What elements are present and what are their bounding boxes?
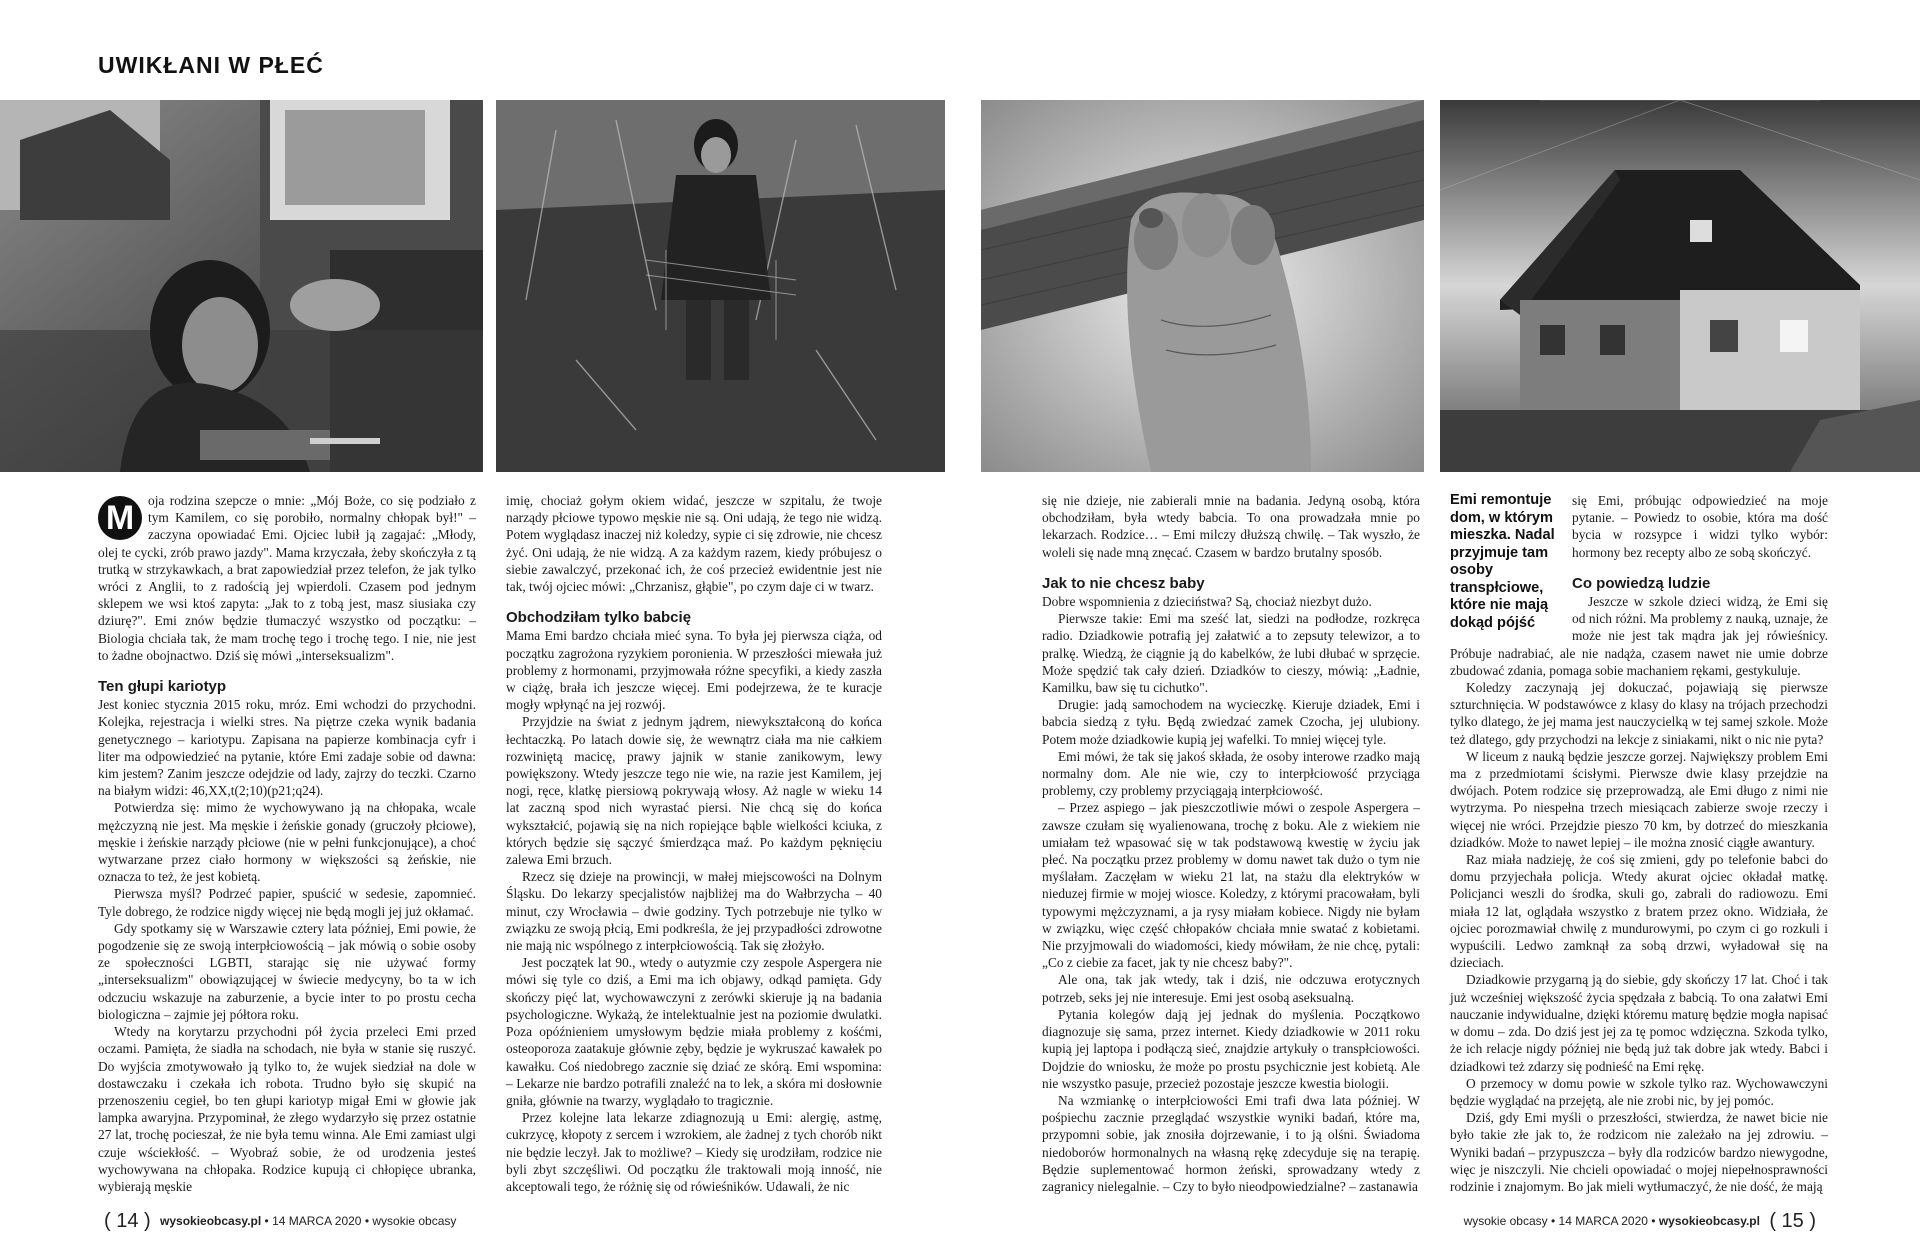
dropcap: M [98,496,142,540]
footer-magazine: wysokie obcasy [1463,1214,1548,1228]
paragraph: Jest początek lat 90., wtedy o autyzmie czy zespole Aspergera nie mówi się tyle co dziś, a Emi ma ich objawy, odkąd pamięta. Gdy skończy pięć lat, wychowawczyni z zerówki skieruje ją na badania psychologiczne. Wykażą, że intelektualnie jest na poziomie dwulatki. Poza opóźnieniem umysłowym będzie miała problemy z kośćmi, osteoporoza zaatakuje głównie zęby, będzie je wykruszać kawałek po kawałku. Coś niedobrego zacznie się dziać ze skórą. Emi wspomina: – Lekarze nie bardzo potrafili znaleźć na to lek, a skóra mi dosłownie gniła, głównie na twarzy, wyglądało to tragicznie. [506,955,882,1108]
page-number-right: ( 15 ) [1769,1210,1816,1232]
paragraph: Wtedy na korytarzu przychodni pół życia przeleci Emi przed oczami. Pamięta, że siadła na schodach, nie była w stanie się ruszyć. Do wyjścia zmotywowało ją tylko to, że wujek siedział na dole w dostawczaku i czekała ich robota. Trudno było się skupić na przenoszeniu cegieł, bo ten głupi kariotyp migał Emi w głowie jak lampka awaryjna. Przypominał, że złego wydarzyło się przez ostatnie 27 lat, trochę pocieszał, że nie była temu winna. Ale Emi zamiast ulgi czuje wściekłość. – Wyobraź sobie, że od urodzenia jesteś wychowywana na chłopaka. Rodzice kupują ci chłopięce ubranka, wybierają męskie [98,1024,476,1194]
column-3 [1042,492,1420,1195]
section-title: UWIKŁANI W PŁEĆ [98,52,324,78]
footer-site: wysokieobcasy.pl [1658,1214,1760,1228]
footer-date: 14 MARCA 2020 [272,1214,362,1228]
footer-sep: • [364,1214,370,1228]
lead-text: oja rodzina szepcze o mnie: „Mój Boże, co się podziało z tym Kamilem, co się porobiło, normalny chłopak był!" – zaczyna opowiadać Emi. Ojciec lubił ją zagajać: „Młody, olej te cycki, zrób prawo jazdy". Mama krzyczała, żeby skończyła z tą trutką w strzykawkach, a brat zapowiedział przez telefon, że jak tylko wróci z Anglii, to z radością jej wpierdoli. Czasem pod jednym sklepem we wsi ktoś zapyta: „Jak to z tobą jest, masz siusiaka czy dziurę?". Emi znów będzie tłumaczyć wszystko od początku: – Biologia chciała tak, że mam trochę tego i trochę tego. I nie, nie jest to żadne obojnactwo. Dziś się mówi „interseksualizm". [98,493,476,663]
paragraph: Pierwsza myśl? Podrzeć papier, spuścić w sedesie, zapomnieć. Tyle dobrego, że rodzice nigdy więcej nie będą mogli jej już okłamać. [98,886,476,919]
footer-sep: • [264,1214,269,1228]
paragraph: Na wzmiankę o interpłciowości Emi trafi dwa lata później. W pośpiechu zacznie przeglądać wszystkie wyniki badań, które ma, przypomni sobie, jak znosiła dojrzewanie, i to ją olśni. Świadoma niedoborów hormonalnych na własną rękę zdecyduje się na terapię. Będzie suplementować hormon żeński, sprowadzany wtedy z zagranicy nielegalnie. – Czy to było nieodpowiedzialne? – zastanawia [1042,1092,1420,1194]
paragraph: Dziadkowie przygarną ją do siebie, gdy skończy 17 lat. Choć i tak już wcześniej większość życia spędzała z babcią. To ona załatwi Emi nauczanie indywidualne, dzięki któremu maturę będzie mogła napisać w domu – zda. Do dziś jest jej za tę pomoc wdzięczna. Szkoda tylko, że ich relacje nigdy później nie będą już tak dobre jak wtedy. Babci i dziadkowi też zdarzy się podnieść na Emi rękę. [1450,972,1828,1074]
paragraph: W liceum z nauką będzie jeszcze gorzej. Największy problem Emi ma z przedmiotami ścisłymi. Pierwsze dwie klasy przejdzie na dwójach. Potem rodzice się przeprowadzą, ale Emi długo z nimi nie wytrzyma. Po niespełna trzech miesiącach zabierze swoje rzeczy i więcej nie wróci. Przejdzie pieszo 70 km, by dotrzeć do mieszkania dziadków. Może to nawet lepiej – ile można znosić ciągłe awantury. [1450,748,1828,850]
lead-paragraph [98,492,476,664]
photo-house-renovation [1440,100,1920,472]
footer-left [98,1210,456,1233]
subheading: Obchodziłam tylko babcię [506,609,692,627]
page-number-left: ( 14 ) [104,1210,151,1232]
footer-site: wysokieobcasy.pl [160,1214,262,1228]
column-1 [98,492,476,1195]
paragraph: Mama Emi bardzo chciała mieć syna. To była jej pierwsza ciąża, od początku zagrożona ryzykiem poronienia. W przeszłości miewała już problemy z hormonami, przyjmowała różne specyfiki, a kiedy zaszła w ciążę, brała ich jeszcze więcej. Emi podejrzewa, że te kuracje mogły wpłynąć na jej rozwój. [506,628,882,713]
page-number-left-value: 14 [116,1210,139,1232]
column-4 [1450,492,1828,1195]
photo-woman-garden [496,100,945,472]
paragraph: Drugie: jadą samochodem na wycieczkę. Kieruje dziadek, Emi i babcia siedzą z tyłu. Będą zwiedzać zamek Czocha, jej ulubiony. Potem może dziadkowie kupią jej wafelki. To mniej więcej tyle. [1042,697,1420,747]
footer-date: 14 MARCA 2020 [1558,1214,1648,1228]
column-2 [506,492,882,1195]
paragraph: się Emi, próbując odpowiedzieć na moje pytanie. – Powiedz to osobie, która ma dość bycia w rozsypce i widzi tylko wybór: hormony bez recepty albo ze sobą skończyć. [1572,493,1828,560]
paragraph: Dziś, gdy Emi myśli o przeszłości, stwierdza, że nawet bicie nie było takie złe jak to, że rodzicom nie zależało na jej zdrowiu. – Wyniki badań – przypuszcza – były dla rodziców bardzo niewygodne, więc je niszczyli. Nie chcieli opowiadać o mojej niepełnosprawności rodzinie i znajomym. Bo jak mieli wytłumaczyć, że nie dość, że mają [1450,1110,1828,1194]
paragraph: Raz miała nadzieję, że coś się zmieni, gdy po telefonie babci do domu przyjechała policja. Wtedy akurat ojciec okładał matkę. Policjanci weszli do środka, skuli go, zabrali do radiowozu. Emi miała 12 lat, oglądała wszystko z bratem przez okno. Widziała, że ojciec porozmawiał chwilę z mundurowymi, po czym ci go rozkuli i wypuścili. Ledwo zamknął za sobą drzwi, wyładował się na dzieciach. [1450,852,1828,971]
paragraph: O przemocy w domu powie w szkole tylko raz. Wychowawczyni będzie wyglądać na przejętą, ale nie zrobi nic, by jej pomóc. [1450,1075,1828,1108]
paragraph: Koledzy zaczynają jej dokuczać, pojawiają się pierwsze szturchnięcia. W podstawówce z klasy do klasy na trójach przechodzi tylko dlatego, że jej mama jest nauczycielką w tej samej szkole. Może też dlatego, gdy przychodzi na lekcje z siniakami, nikt o nic nie pyta? [1450,680,1828,747]
paragraph: się nie dzieje, nie zabierali mnie na badania. Jedyną osobą, która obchodziłam, była wtedy babcia. To ona prowadzała mnie po lekarzach. Rodzice… – Emi milczy dłuższą chwilę. – Tak wyszło, że woleli się nade mną znęcać. Czasem w bardzo brutalny sposób. [1042,493,1420,560]
paragraph: Emi mówi, że tak się jakoś składa, że osoby interowe rzadko mają normalny dom. Ale nie wie, czy to interpłciowość przyciąga problemy, czy problemy przyciągają interpłciowość. [1042,748,1420,799]
subheading: Jak to nie chcesz baby [1042,574,1205,592]
paragraph: Dobre wspomnienia z dzieciństwa? Są, chociaż niezbyt dużo. [1042,594,1372,610]
paragraph: Gdy spotkamy się w Warszawie cztery lata później, Emi powie, że pogodzenie się ze swoją interpłciowością – jak mówią o sobie osoby ze społeczności LGBTI, starając się nie używać formy „interseksualizm" obowiązującej w świecie medycyny, bo ta w ich odczuciu wskazuje na zaburzenie, a bycie inter to po prostu cecha biologiczna – zajmie jej półtora roku. [98,920,476,1022]
footer-sep: • [1550,1214,1556,1228]
paragraph: Jeszcze w szkole dzieci widzą, że Emi się od nich różni. Ma problemy z nauką, uznaje, że może nie jest tak mądra jak jej rówieśnicy. Próbuje nadrabiać, ale nie nadąża, czasem nawet nie umie dobrze zbudować zdania, pomaga sobie machaniem rękami, gestykuluje. [1450,594,1828,678]
paragraph: Ale ona, tak jak wtedy, tak i dziś, nie odczuwa erotycznych potrzeb, seks jej nie interesuje. Emi jest osobą aseksualną. [1042,972,1420,1005]
page-number-right-value: 15 [1781,1210,1804,1232]
paragraph: Potwierdza się: mimo że wychowywano ją na chłopaka, wcale mężczyzną nie jest. Ma męskie i żeńskie gonady (gruczoły płciowe), męskie i żeńskie narządy płciowe (nie w pełni funkcjonujące), a choć wytwarzane przez ciało hormony w większości są żeńskie, nie oznacza to też, że jest kobietą. [98,800,476,885]
paragraph: Jest koniec stycznia 2015 roku, mróz. Emi wchodzi do przychodni. Kolejka, rejestracja i wielki stres. Na piętrze czeka wynik badania genetycznego – kariotypu. Zapisana na papierze kombinacja cyfr i liter ma odpowiedzieć na pytanie, które Emi zadaje sobie od dawna: kim jestem? Zanim jeszcze odejdzie od lady, zajrzy do teczki. Czarno na białym widzi: 46,XX,t(2;10)(p21;q24). [98,697,476,799]
footer-sep: • [1651,1214,1656,1228]
subheading: Ten głupi kariotyp [98,678,227,696]
photo-hand-on-beam [981,100,1424,472]
paragraph: Pytania kolegów dają jej jednak do myślenia. Początkowo diagnozuje się sama, przez internet. Kiedy dziadkowie w 2011 roku kupią jej laptopa i podłączą sieć, znajdzie artykuły o transpłciowości. Dojdzie do wniosku, że może po prostu psychicznie jest kobietą. Ale nie wszystko pasuje, przecież pozostaje jeszcze kwestia biologii. [1042,1006,1420,1091]
pull-quote: Emi remontuje dom, w którym mieszka. Nadal przyjmuje tam osoby transpłciowe, które nie mają dokąd pójść [1450,492,1555,631]
footer-magazine: wysokie obcasy [372,1214,457,1228]
footer-right [1464,1210,1822,1233]
photo-woman-drilling [0,100,483,472]
subheading: Co powiedzą ludzie [1572,574,1711,592]
paragraph: Rzecz się dzieje na prowincji, w małej miejscowości na Dolnym Śląsku. Do lekarzy specjalistów najbliżej ma do Wałbrzycha – 40 minut, czy Wrocławia – dwie godziny. Tych potrzebuje nie tylko w związku ze swoją płcią, Emi podkreśla, że jej przypadłości zdrowotne nie mają nic wspólnego z interpłciowością. Tak się złożyło. [506,869,882,954]
paragraph: – Przez aspiego – jak pieszczotliwie mówi o zespole Aspergera – zawsze czułam się wyalienowana, trochę z boku. Ale z wiekiem nie umiałam też wpasować się w tak podstawową kwestię w życiu jak płeć. Na początku przez problemy w domu nawet tak dużo o tym nie myślałam. Zaczęłam w wieku 21 lat, na stażu dla elektryków w nieduzej firmie w mojej wiosce. Koledzy, z którymi pracowałam, byli typowymi mężczyznami, a ja rysy miałam kobiece. Nigdy nie byłam w związku, więc część chłopaków chciała mnie swatać z kobietami. Nie przyjmowali do wiadomości, kiedy mówiłam, że nie chcę, pytali: „Co z ciebie za facet, jak ty nie chcesz baby?". [1042,800,1420,971]
paragraph: Przez kolejne lata lekarze zdiagnozują u Emi: alergię, astmę, cukrzycę, kłopoty z sercem i wzrokiem, ale żadnej z tych chorób nikt nie będzie leczył. Jak to możliwe? – Kiedy się urodziłam, rodzice nie byli zbyt szczęśliwi. Od początku źle traktowali moją inność, nie akceptowali tego, że różnię się od rówieśników. Udawali, że nic [506,1110,882,1194]
paragraph: Pierwsze takie: Emi ma sześć lat, siedzi na podłodze, rozkręca radio. Dziadkowie potrafią jej załatwić a to zepsuty telewizor, a to pralkę. Wiedzą, że ciągnie ją do kabelków, że lubi dłubać w sprzęcie. Może spędzić tak cały dzień. Dziadków to cieszy, mówią: „Ładnie, Kamilku, baw się tu cichutko". [1042,611,1420,696]
paragraph: imię, chociaż gołym okiem widać, jeszcze w szpitalu, że twoje narządy płciowe typowo męskie nie są. Oni udają, że tego nie widzą. Potem wyglądasz inaczej niż koledzy, sypie ci się zdrowie, nie chcesz żyć. Oni udają, że nie widzą. A za każdym razem, kiedy próbujesz o siebie zawalczyć, przekonać ich, że coś przecież ewidentnie jest nie tak, twój ojciec mówi: „Chrzanisz, głąbie", po czym daje ci w twarz. [506,493,882,595]
paragraph: Przyjdzie na świat z jednym jądrem, niewykształconą do końca łechtaczką. Po latach dowie się, że wewnątrz ciała ma nie całkiem rozwiniętą macicę, prawy jajnik w stanie zanikowym, lewy powiększony. Wtedy jeszcze tego nie wie, na razie jest Kamilem, jej nogi, ręce, klatkę piersiową pokrywają włosy. Aż nagle w wieku 14 lat zaczną spod nich wyrastać piersi. Nie chcą się do końca wykształcić, pojawią się na nich ropiejące bąble wielkości kciuka, z których będzie się sączyć śmierdząca maź. Po każdym pęknięciu zalewa Emi brzuch. [506,714,882,868]
